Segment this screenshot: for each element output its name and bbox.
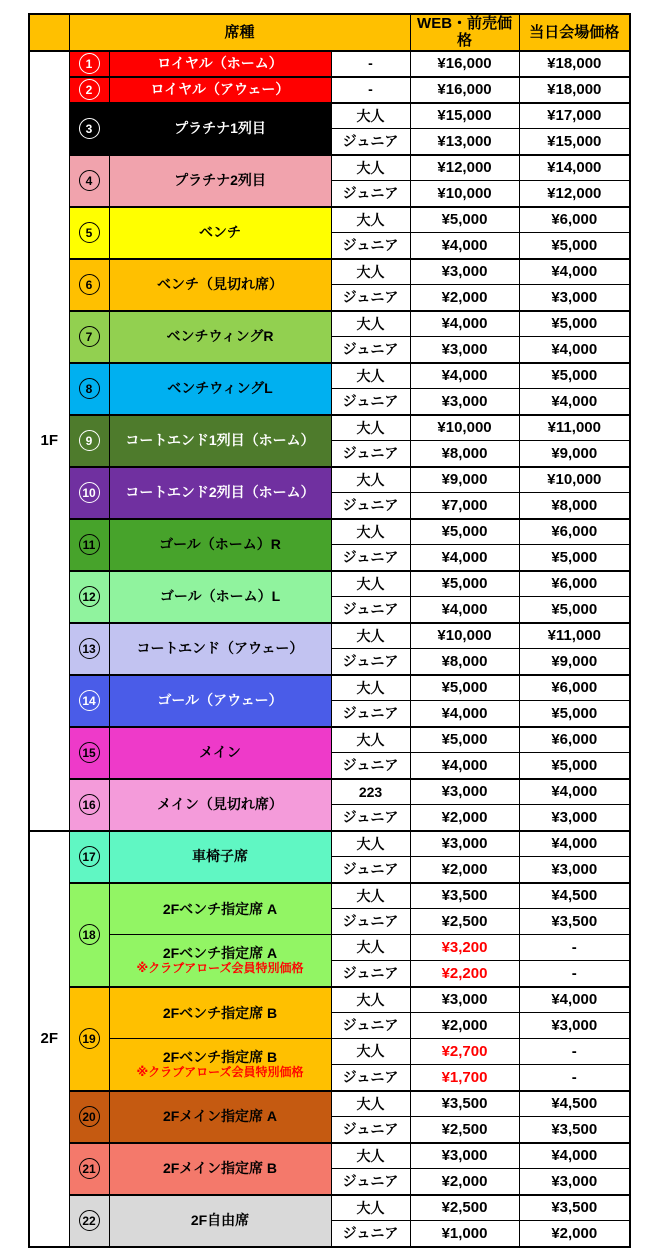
seat-name-cell [109, 311, 331, 363]
seat-name-cell [109, 831, 331, 883]
day-price-cell: ¥3,000 [519, 285, 630, 311]
web-price-cell: ¥15,000 [410, 103, 519, 129]
age-cell: 大人 [331, 1039, 410, 1065]
day-price-cell: ¥3,000 [519, 857, 630, 883]
day-price-cell: ¥3,500 [519, 1117, 630, 1143]
seat-name: コートエンド2列目（ホーム） [125, 484, 315, 501]
seat-name: ゴール（ホーム）L [159, 588, 281, 605]
age-cell: 大人 [331, 1143, 410, 1169]
web-price-cell: ¥2,000 [410, 1013, 519, 1039]
seat-name: コートエンド1列目（ホーム） [125, 432, 315, 449]
web-price-cell: ¥9,000 [410, 467, 519, 493]
seat-name: コートエンド（アウェー） [136, 640, 304, 657]
day-price-cell: ¥11,000 [519, 415, 630, 441]
price-row [29, 363, 630, 389]
age-cell: ジュニア [331, 1065, 410, 1091]
price-row [29, 103, 630, 129]
web-price-cell: ¥3,500 [410, 883, 519, 909]
price-row [29, 1143, 630, 1169]
seat-number-cell [69, 571, 109, 623]
seat-number-cell [69, 519, 109, 571]
seat-name-cell [109, 987, 331, 1039]
header-web-price: WEB・前売価格 [410, 14, 519, 51]
age-cell: 大人 [331, 935, 410, 961]
web-price-cell: ¥12,000 [410, 155, 519, 181]
web-price-cell: ¥1,000 [410, 1221, 519, 1247]
seat-number-cell [69, 207, 109, 259]
header-day-price: 当日会場価格 [519, 14, 630, 51]
seat-name-cell [109, 519, 331, 571]
price-row [29, 623, 630, 649]
age-cell: 大人 [331, 883, 410, 909]
seat-number-circled: 13 [79, 638, 100, 659]
web-price-cell: ¥5,000 [410, 207, 519, 233]
age-cell: ジュニア [331, 441, 410, 467]
seat-name: ベンチ [199, 224, 241, 241]
day-price-cell: ¥15,000 [519, 129, 630, 155]
day-price-cell: ¥10,000 [519, 467, 630, 493]
day-price-cell: ¥5,000 [519, 311, 630, 337]
web-price-cell: ¥3,000 [410, 1143, 519, 1169]
age-cell: 大人 [331, 727, 410, 753]
seat-name: 2Fメイン指定席 B [162, 1160, 278, 1177]
day-price-cell: ¥17,000 [519, 103, 630, 129]
web-price-cell: ¥4,000 [410, 233, 519, 259]
seat-name-cell [109, 103, 331, 155]
age-cell: ジュニア [331, 181, 410, 207]
seat-number-cell [69, 1143, 109, 1195]
age-cell: ジュニア [331, 597, 410, 623]
seat-number-circled: 8 [79, 378, 100, 399]
web-price-cell: ¥16,000 [410, 51, 519, 77]
seat-name-cell [109, 1091, 331, 1143]
day-price-cell: ¥18,000 [519, 77, 630, 103]
seat-name-cell [109, 155, 331, 207]
age-cell: ジュニア [331, 389, 410, 415]
seat-name-cell [109, 363, 331, 415]
age-cell: - [331, 77, 410, 103]
price-row [29, 571, 630, 597]
web-price-cell: ¥2,700 [410, 1039, 519, 1065]
seat-name-cell [109, 623, 331, 675]
seat-number-circled: 11 [79, 534, 100, 555]
day-price-cell: ¥4,000 [519, 259, 630, 285]
day-price-cell: ¥3,000 [519, 1013, 630, 1039]
price-row [29, 831, 630, 857]
age-cell: 223 [331, 779, 410, 805]
price-row [29, 77, 630, 103]
seat-name-cell [109, 727, 331, 779]
seat-number-circled: 18 [79, 924, 100, 945]
price-row [29, 51, 630, 77]
day-price-cell: ¥4,000 [519, 337, 630, 363]
seat-number-cell [69, 883, 109, 987]
day-price-cell: ¥12,000 [519, 181, 630, 207]
age-cell: 大人 [331, 415, 410, 441]
web-price-cell: ¥4,000 [410, 311, 519, 337]
price-row [29, 311, 630, 337]
day-price-cell: ¥4,500 [519, 883, 630, 909]
seat-number-circled: 5 [79, 222, 100, 243]
age-cell: ジュニア [331, 1169, 410, 1195]
seat-number-circled: 19 [79, 1028, 100, 1049]
price-row [29, 779, 630, 805]
day-price-cell: ¥4,000 [519, 779, 630, 805]
price-row [29, 155, 630, 181]
seat-number-circled: 15 [79, 742, 100, 763]
web-price-cell: ¥10,000 [410, 181, 519, 207]
member-special-price-note: ※クラブアローズ会員特別価格 [136, 960, 304, 975]
seat-name: 2Fベンチ指定席 B [162, 1004, 278, 1021]
seat-name-cell [109, 1143, 331, 1195]
seat-number-cell [69, 415, 109, 467]
day-price-cell: ¥11,000 [519, 623, 630, 649]
seat-name-cell [109, 51, 331, 77]
day-price-cell: ¥9,000 [519, 649, 630, 675]
web-price-cell: ¥2,000 [410, 285, 519, 311]
day-price-cell: ¥2,000 [519, 1221, 630, 1247]
seat-name: ベンチウィングR [166, 328, 274, 345]
seat-number-cell [69, 675, 109, 727]
day-price-cell: ¥5,000 [519, 233, 630, 259]
price-row [29, 519, 630, 545]
age-cell: 大人 [331, 1091, 410, 1117]
price-row [29, 1039, 630, 1065]
seat-name: メイン（見切れ席） [157, 796, 283, 813]
seat-number-circled: 17 [79, 846, 100, 867]
day-price-cell: ¥18,000 [519, 51, 630, 77]
age-cell: 大人 [331, 467, 410, 493]
web-price-cell: ¥8,000 [410, 649, 519, 675]
seat-number-circled: 16 [79, 794, 100, 815]
age-cell: 大人 [331, 103, 410, 129]
age-cell: 大人 [331, 207, 410, 233]
seat-number-cell [69, 623, 109, 675]
seat-name: 2F自由席 [190, 1212, 250, 1229]
web-price-cell: ¥3,000 [410, 831, 519, 857]
seat-name-cell [109, 1195, 331, 1247]
age-cell: ジュニア [331, 753, 410, 779]
floor-label-cell: 1F [29, 51, 69, 831]
seat-number-cell [69, 155, 109, 207]
seat-name: 2Fベンチ指定席 A [162, 944, 278, 961]
seat-number-circled: 2 [79, 79, 100, 100]
seat-number-cell [69, 727, 109, 779]
seat-name: ゴール（ホーム）R [159, 536, 281, 553]
web-price-cell: ¥5,000 [410, 519, 519, 545]
price-table-body [29, 51, 630, 1247]
seat-number-circled: 3 [79, 118, 100, 139]
web-price-cell: ¥3,200 [410, 935, 519, 961]
seat-number-cell [69, 1195, 109, 1247]
seat-number-cell [69, 103, 109, 155]
age-cell: ジュニア [331, 129, 410, 155]
seat-number-circled: 1 [79, 53, 100, 74]
seat-name-cell [109, 935, 331, 987]
day-price-cell: ¥4,000 [519, 389, 630, 415]
seat-name: 車椅子席 [192, 848, 248, 865]
age-cell: 大人 [331, 519, 410, 545]
day-price-cell: ¥5,000 [519, 363, 630, 389]
seat-name: ベンチ（見切れ席） [157, 276, 283, 293]
age-cell: 大人 [331, 831, 410, 857]
day-price-cell: ¥6,000 [519, 207, 630, 233]
seat-name: ロイヤル（アウェー） [150, 81, 290, 98]
price-row [29, 259, 630, 285]
seat-number-cell [69, 831, 109, 883]
day-price-cell: ¥8,000 [519, 493, 630, 519]
seat-name-cell [109, 207, 331, 259]
price-row [29, 987, 630, 1013]
age-cell: 大人 [331, 363, 410, 389]
age-cell: 大人 [331, 259, 410, 285]
day-price-cell: ¥4,500 [519, 1091, 630, 1117]
day-price-cell: ¥5,000 [519, 545, 630, 571]
web-price-cell: ¥4,000 [410, 701, 519, 727]
seat-number-circled: 20 [79, 1106, 100, 1127]
age-cell: 大人 [331, 623, 410, 649]
web-price-cell: ¥3,500 [410, 1091, 519, 1117]
age-cell: ジュニア [331, 1117, 410, 1143]
web-price-cell: ¥3,000 [410, 987, 519, 1013]
age-cell: ジュニア [331, 701, 410, 727]
day-price-cell: ¥3,000 [519, 805, 630, 831]
web-price-cell: ¥2,500 [410, 1117, 519, 1143]
web-price-cell: ¥16,000 [410, 77, 519, 103]
web-price-cell: ¥3,000 [410, 259, 519, 285]
age-cell: - [331, 51, 410, 77]
seat-number-circled: 9 [79, 430, 100, 451]
day-price-cell: ¥6,000 [519, 519, 630, 545]
seat-number-circled: 21 [79, 1158, 100, 1179]
seat-name: ゴール（アウェー） [157, 692, 283, 709]
floor-label-cell: 2F [29, 831, 69, 1247]
header-seat-type: 席種 [69, 14, 410, 51]
age-cell: ジュニア [331, 337, 410, 363]
web-price-cell: ¥10,000 [410, 623, 519, 649]
age-cell: 大人 [331, 571, 410, 597]
seat-number-circled: 12 [79, 586, 100, 607]
web-price-cell: ¥2,000 [410, 805, 519, 831]
day-price-cell: ¥6,000 [519, 571, 630, 597]
seat-name-cell [109, 259, 331, 311]
price-row [29, 883, 630, 909]
age-cell: 大人 [331, 311, 410, 337]
seat-name: 2Fメイン指定席 A [162, 1108, 278, 1125]
seat-number-cell [69, 259, 109, 311]
seat-number-circled: 4 [79, 170, 100, 191]
day-price-cell: ¥6,000 [519, 727, 630, 753]
seat-name: 2Fベンチ指定席 B [162, 1048, 278, 1065]
seat-name-cell [109, 571, 331, 623]
seat-name: プラチナ2列目 [174, 172, 266, 189]
day-price-cell: - [519, 1065, 630, 1091]
web-price-cell: ¥2,500 [410, 1195, 519, 1221]
seat-name-cell [109, 1039, 331, 1091]
seat-number-cell [69, 77, 109, 103]
web-price-cell: ¥4,000 [410, 363, 519, 389]
web-price-cell: ¥2,000 [410, 1169, 519, 1195]
day-price-cell: ¥9,000 [519, 441, 630, 467]
web-price-cell: ¥1,700 [410, 1065, 519, 1091]
seat-number-cell [69, 51, 109, 77]
price-row [29, 1195, 630, 1221]
web-price-cell: ¥5,000 [410, 675, 519, 701]
web-price-cell: ¥5,000 [410, 571, 519, 597]
day-price-cell: ¥4,000 [519, 987, 630, 1013]
web-price-cell: ¥4,000 [410, 753, 519, 779]
member-special-price-note: ※クラブアローズ会員特別価格 [136, 1064, 304, 1079]
seat-number-circled: 10 [79, 482, 100, 503]
seat-name: プラチナ1列目 [174, 120, 266, 137]
age-cell: ジュニア [331, 1221, 410, 1247]
age-cell: ジュニア [331, 1013, 410, 1039]
price-row [29, 415, 630, 441]
seat-number-cell [69, 467, 109, 519]
price-row [29, 935, 630, 961]
day-price-cell: ¥14,000 [519, 155, 630, 181]
header-corner-cell [29, 14, 69, 51]
seat-number-circled: 14 [79, 690, 100, 711]
age-cell: ジュニア [331, 857, 410, 883]
price-table [28, 13, 631, 1248]
web-price-cell: ¥2,000 [410, 857, 519, 883]
seat-name-cell [109, 77, 331, 103]
seat-name-cell [109, 779, 331, 831]
day-price-cell: ¥4,000 [519, 831, 630, 857]
day-price-cell: ¥3,000 [519, 1169, 630, 1195]
seat-name-cell [109, 675, 331, 727]
age-cell: ジュニア [331, 649, 410, 675]
seat-number-cell [69, 987, 109, 1091]
web-price-cell: ¥2,200 [410, 961, 519, 987]
day-price-cell: ¥5,000 [519, 753, 630, 779]
seat-name: 2Fベンチ指定席 A [162, 900, 278, 917]
web-price-cell: ¥4,000 [410, 545, 519, 571]
seat-number-circled: 6 [79, 274, 100, 295]
day-price-cell: ¥5,000 [519, 701, 630, 727]
age-cell: 大人 [331, 987, 410, 1013]
age-cell: 大人 [331, 1195, 410, 1221]
age-cell: ジュニア [331, 909, 410, 935]
header-row [29, 14, 630, 51]
age-cell: 大人 [331, 155, 410, 181]
web-price-cell: ¥5,000 [410, 727, 519, 753]
web-price-cell: ¥7,000 [410, 493, 519, 519]
age-cell: ジュニア [331, 545, 410, 571]
seat-number-circled: 22 [79, 1210, 100, 1231]
seat-name-cell [109, 415, 331, 467]
age-cell: 大人 [331, 675, 410, 701]
price-row [29, 727, 630, 753]
price-row [29, 467, 630, 493]
web-price-cell: ¥3,000 [410, 337, 519, 363]
seat-number-cell [69, 1091, 109, 1143]
web-price-cell: ¥2,500 [410, 909, 519, 935]
age-cell: ジュニア [331, 961, 410, 987]
seat-number-cell [69, 779, 109, 831]
seat-name-cell [109, 467, 331, 519]
day-price-cell: ¥3,500 [519, 1195, 630, 1221]
seat-name: メイン [199, 744, 241, 761]
age-cell: ジュニア [331, 805, 410, 831]
day-price-cell: ¥5,000 [519, 597, 630, 623]
web-price-cell: ¥4,000 [410, 597, 519, 623]
seat-number-circled: 7 [79, 326, 100, 347]
age-cell: ジュニア [331, 493, 410, 519]
seat-number-cell [69, 363, 109, 415]
day-price-cell: ¥6,000 [519, 675, 630, 701]
web-price-cell: ¥10,000 [410, 415, 519, 441]
seat-name: ロイヤル（ホーム） [157, 55, 283, 72]
web-price-cell: ¥3,000 [410, 779, 519, 805]
day-price-cell: - [519, 1039, 630, 1065]
price-row [29, 1091, 630, 1117]
age-cell: ジュニア [331, 285, 410, 311]
day-price-cell: ¥3,500 [519, 909, 630, 935]
web-price-cell: ¥3,000 [410, 389, 519, 415]
web-price-cell: ¥13,000 [410, 129, 519, 155]
web-price-cell: ¥8,000 [410, 441, 519, 467]
price-row [29, 675, 630, 701]
day-price-cell: - [519, 935, 630, 961]
seat-number-cell [69, 311, 109, 363]
day-price-cell: ¥4,000 [519, 1143, 630, 1169]
seat-name-cell [109, 883, 331, 935]
age-cell: ジュニア [331, 233, 410, 259]
price-row [29, 207, 630, 233]
day-price-cell: - [519, 961, 630, 987]
seat-name: ベンチウィングL [167, 380, 273, 397]
